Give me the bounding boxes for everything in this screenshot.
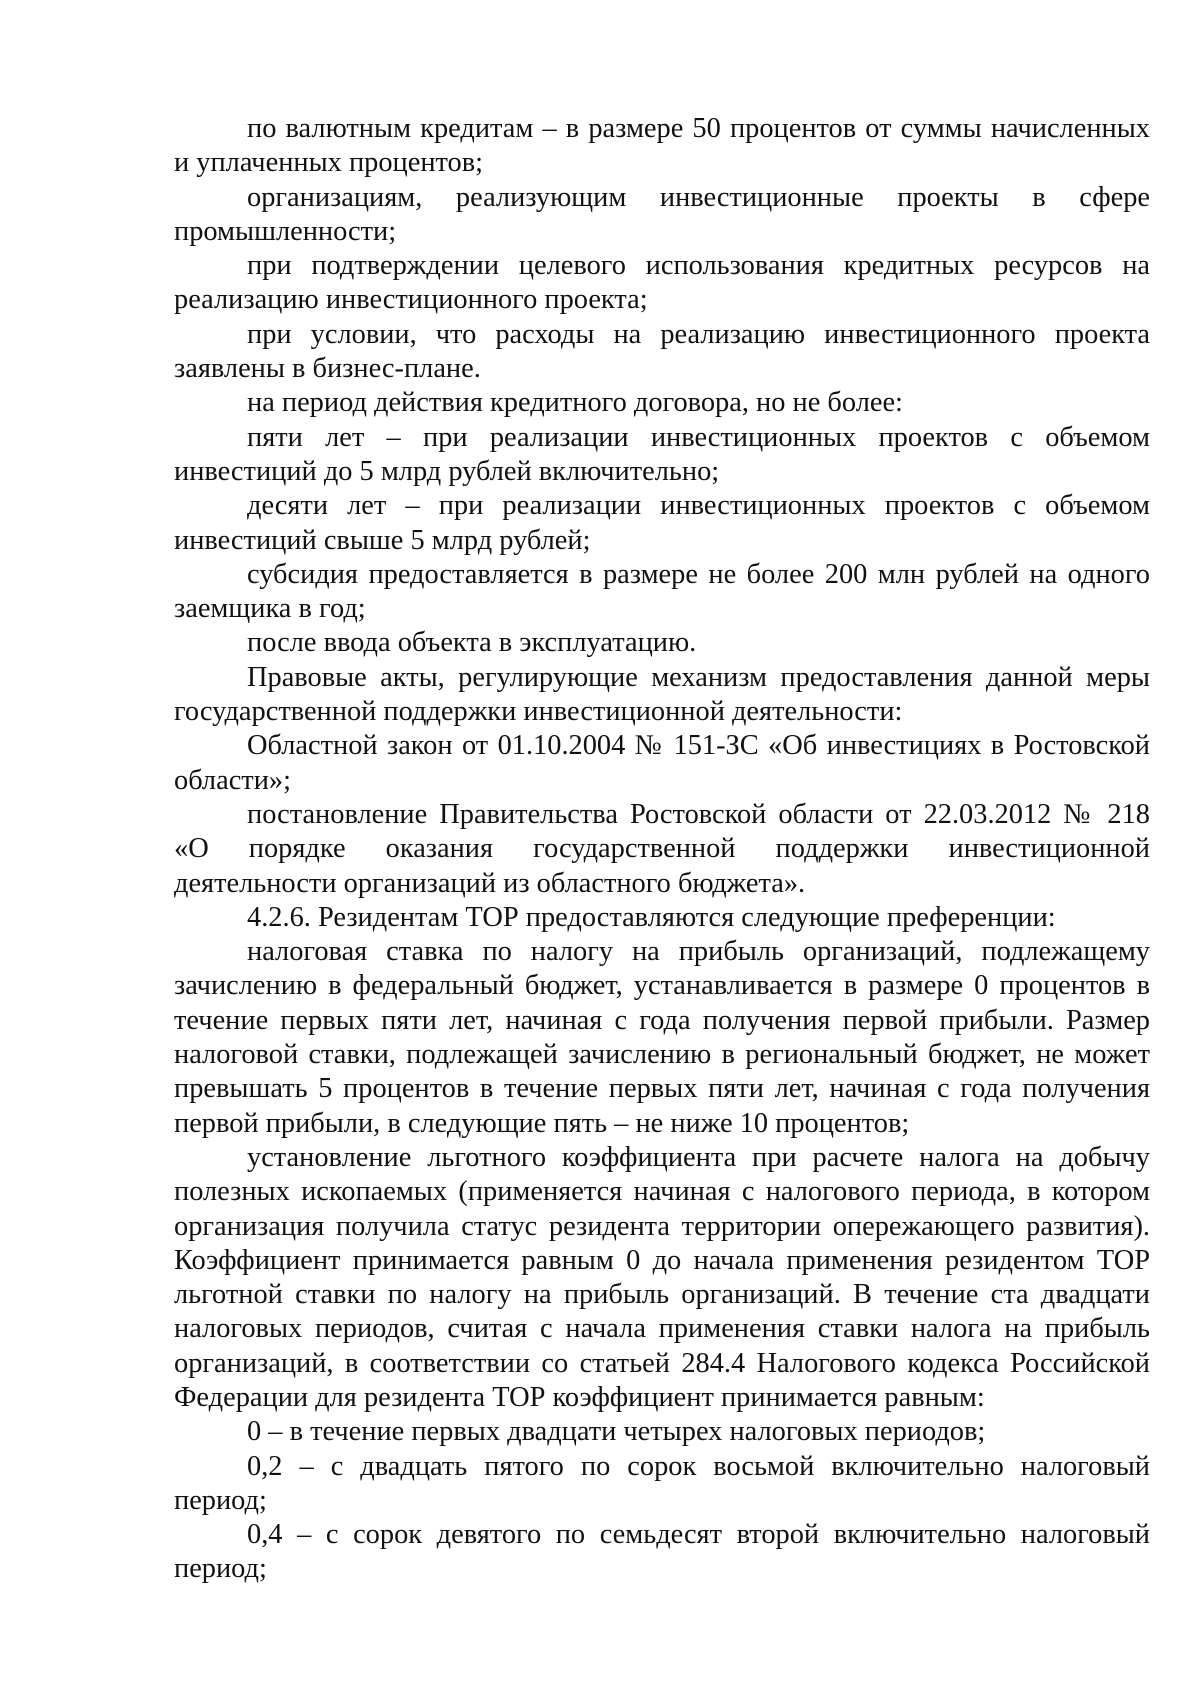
- paragraph-five-years: пяти лет – при реализации инвестиционных проектов с объемом инвестиций до 5 млрд рублей включительно;: [174, 421, 1150, 487]
- paragraph-credit-period: на период действия кредитного договора, но не более:: [247, 387, 903, 419]
- paragraph-ten-years: десяти лет – при реализации инвестиционных проектов с объемом инвестиций свыше 5 млрд рублей;: [174, 490, 1150, 556]
- paragraph-coefficient-0-2: 0,2 – с двадцать пятого по сорок восьмой включительно налоговый период;: [174, 1450, 1150, 1516]
- paragraph-government-resolution: постановление Правительства Ростовской области от 22.03.2012 № 218 «О порядке оказания государственной поддержки инвестиционной деятельности организаций из областного бюджета».: [174, 798, 1150, 899]
- paragraph-mineral-tax-coefficient: установление льготного коэффициента при расчете налога на добычу полезных ископаемых (применяется начиная с налогового периода, в котором организация получила статус резидента территории опережающего развития). Коэффициент принимается равным 0 до начала применения резидентом ТОР льготной ставки по налогу на прибыль организаций. В течение ста двадцати налоговых периодов, считая с начала применения ставки налога на прибыль организаций, в соответствии со статьей 284.4 Налогового кодекса Российской Федерации для резидента ТОР коэффициент принимается равным:: [174, 1141, 1150, 1413]
- paragraph-regional-law: Областной закон от 01.10.2004 № 151-ЗС «Об инвестициях в Ростовской области»;: [174, 730, 1150, 796]
- paragraph-foreign-currency-loans: по валютным кредитам – в размере 50 процентов от суммы начисленных и уплаченных процентов;: [174, 113, 1150, 179]
- paragraph-business-plan: при условии, что расходы на реализацию инвестиционного проекта заявлены в бизнес-плане.: [174, 318, 1150, 385]
- paragraph-legal-acts: Правовые акты, регулирующие механизм предоставления данной меры государственной поддержки инвестиционной деятельности:: [174, 661, 1150, 728]
- document-page: [174, 112, 1150, 1587]
- paragraph-subsidy-limit: субсидия предоставляется в размере не более 200 млн рублей на одного заемщика в год;: [174, 558, 1150, 625]
- paragraph-section-4-2-6: 4.2.6. Резидентам ТОР предоставляются следующие преференции:: [247, 901, 1056, 933]
- paragraph-coefficient-zero: 0 – в течение первых двадцати четырех налоговых периодов;: [247, 1416, 986, 1448]
- paragraph-coefficient-0-4: 0,4 – с сорок девятого по семьдесят второй включительно налоговый период;: [174, 1519, 1150, 1585]
- paragraph-after-commissioning: после ввода объекта в эксплуатацию.: [247, 627, 697, 659]
- paragraph-profit-tax-rate: налоговая ставка по налогу на прибыль организаций, подлежащему зачислению в федеральный бюджет, устанавливается в размере 0 процентов в течение первых пяти лет, начиная с года получения первой прибыли. Размер налоговой ставки, подлежащей зачислению в региональный бюджет, не может превышать 5 процентов в течение первых пяти лет, начиная с года получения первой прибыли, в следующие пять – не ниже 10 процентов;: [174, 936, 1150, 1139]
- paragraph-credit-purpose: при подтверждении целевого использования кредитных ресурсов на реализацию инвестиционного проекта;: [174, 250, 1150, 316]
- paragraph-industry-organizations: организациям, реализующим инвестиционные проекты в сфере промышленности;: [174, 181, 1150, 247]
